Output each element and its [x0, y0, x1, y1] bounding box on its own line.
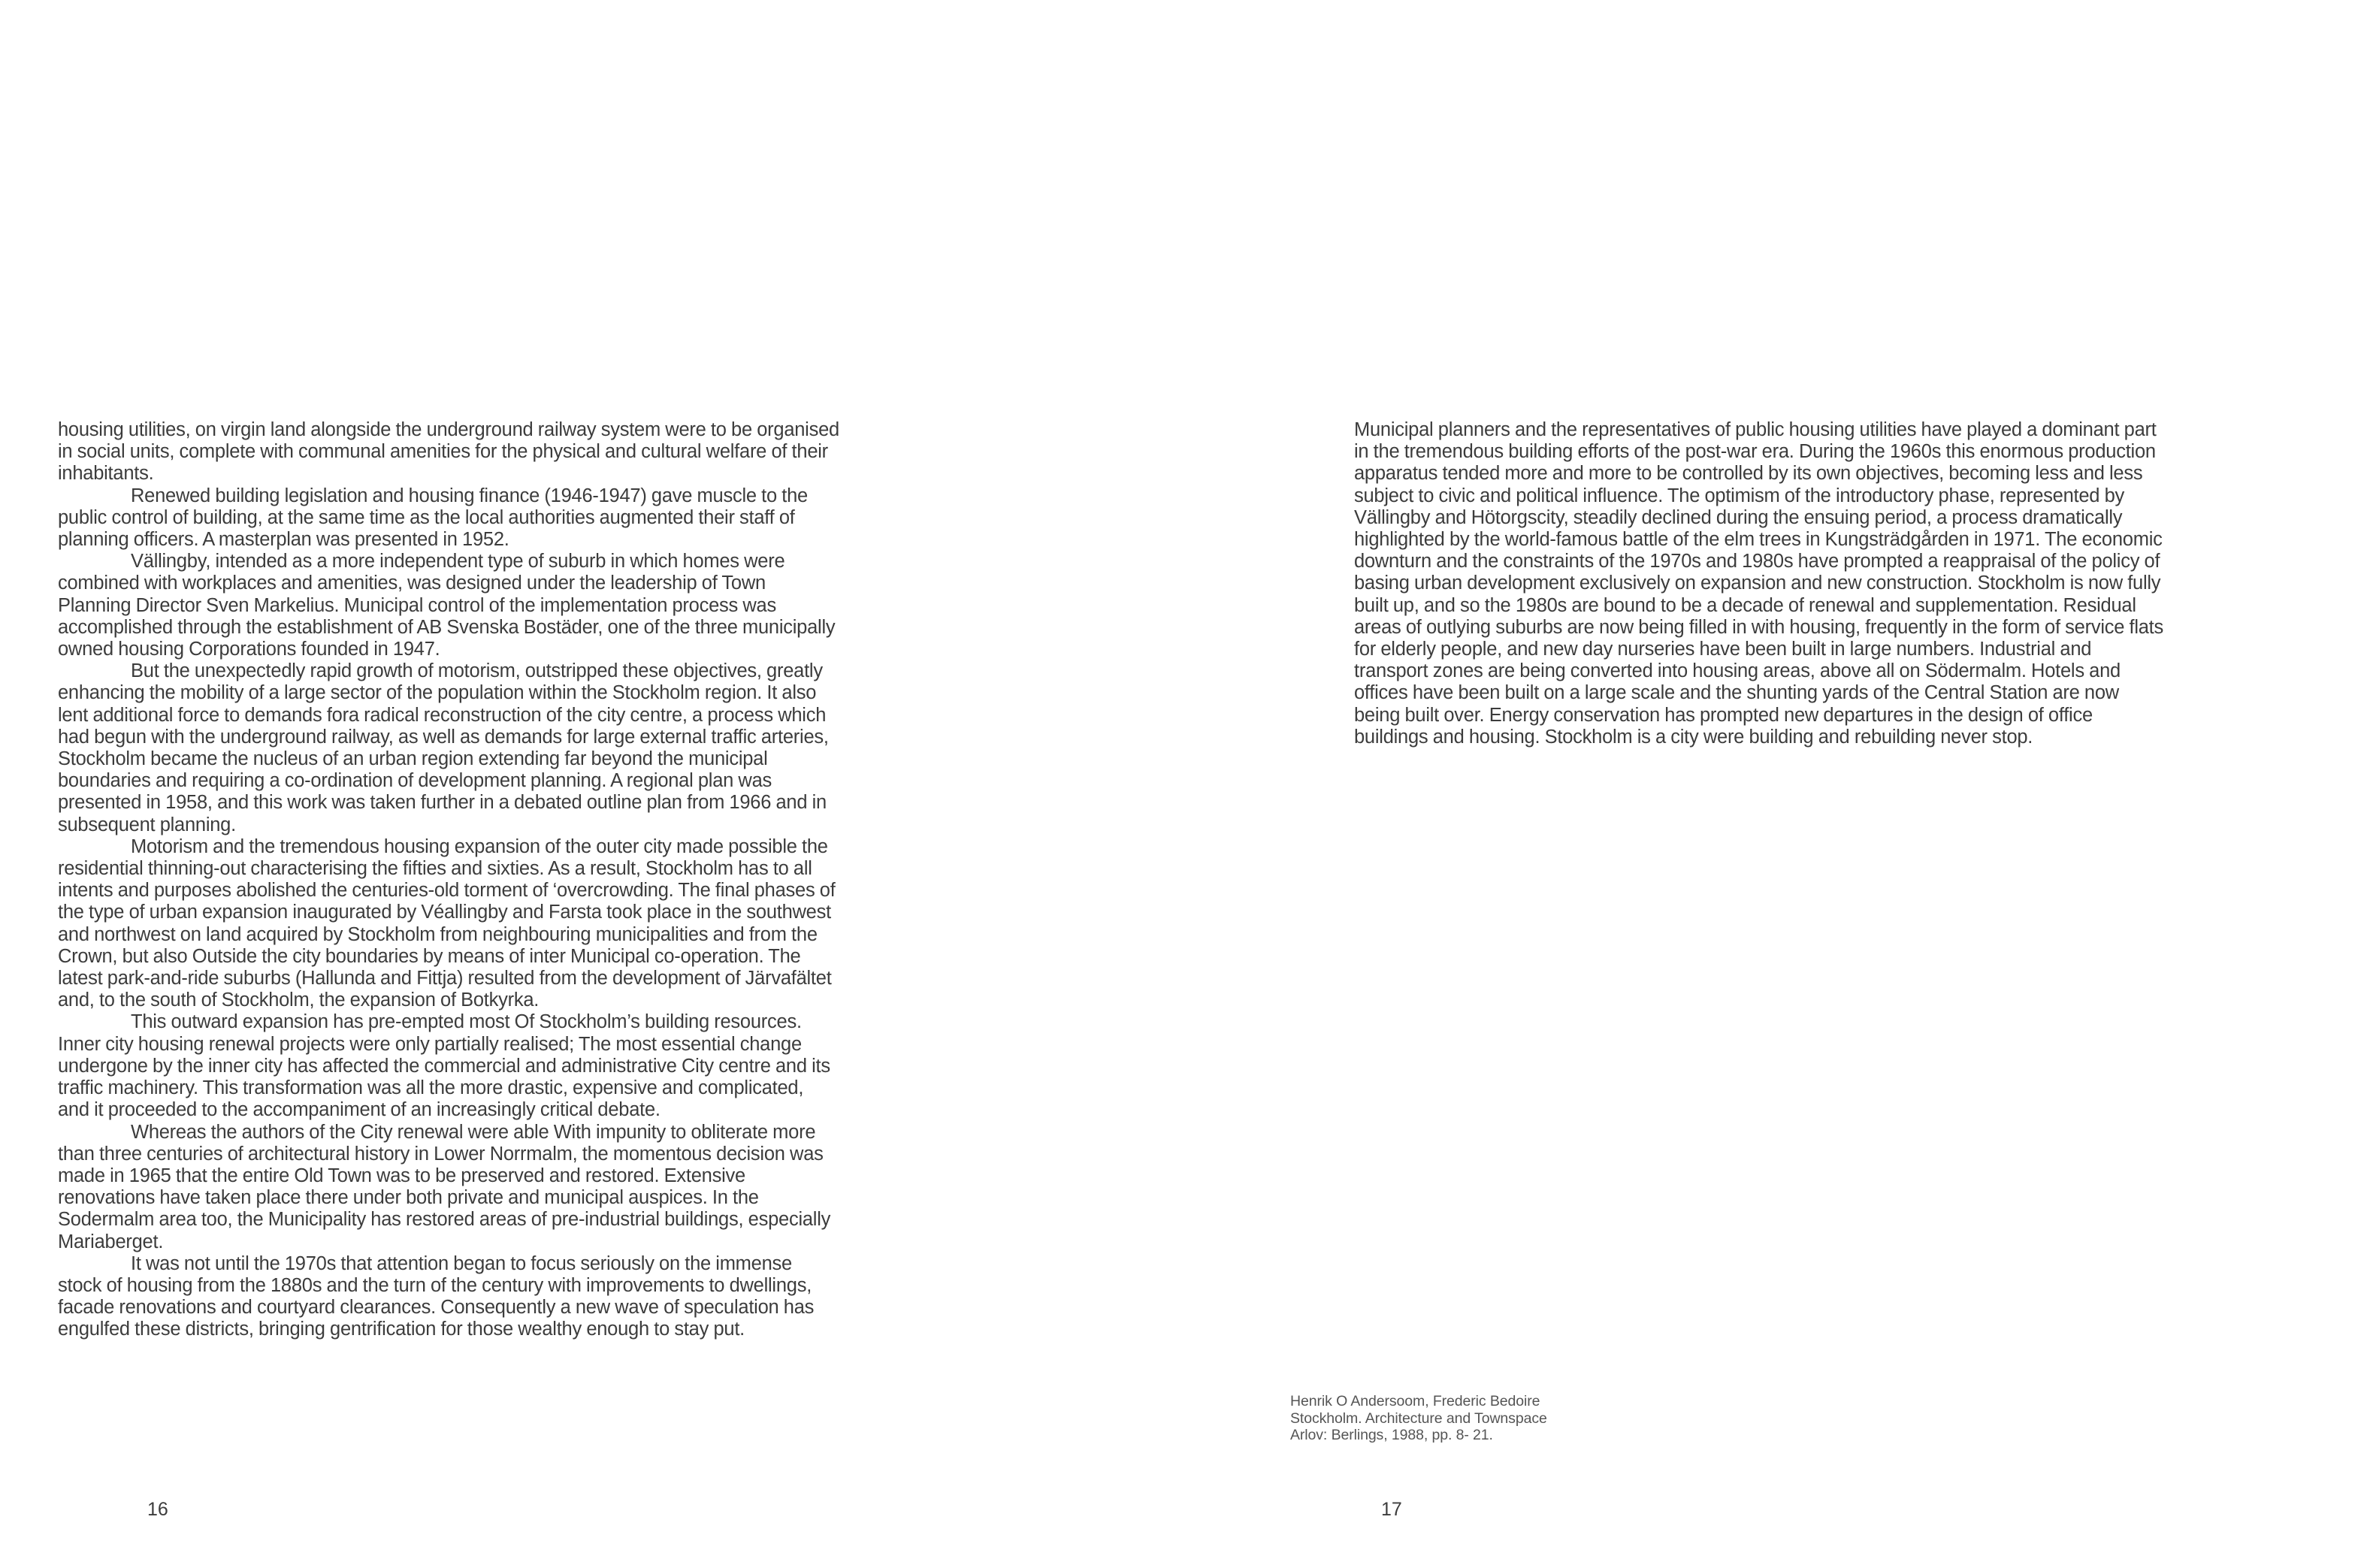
- paragraph: Motorism and the tremendous housing expansion of the outer city made possible the residential thinning-out characterising the fifties and sixties. As a result, Stockholm has to all intents and purposes abolished the centuries-old torment of ‘overcrowding. The final phases of the type of urban expansion inaugurated by Véallingby and Farsta took place in the southwest and northwest on land acquired by Stockholm from neighbouring municipalities and from the Crown, but also Outside the city boundaries by means of inter Municipal co-operation. The latest park-and-ride suburbs (Hallunda and Fittja) resulted from the development of Järvafältet and, to the south of Stockholm, the expansion of Botkyrka.: [58, 835, 836, 1011]
- citation-authors: Henrik O Andersoom, Frederic Bedoire: [1290, 1393, 1540, 1409]
- citation-publisher: Arlov: Berlings, 1988, pp. 8- 21.: [1290, 1427, 1493, 1443]
- page-number-right: 17: [1381, 1499, 1402, 1520]
- citation: [1290, 1393, 1741, 1444]
- paragraph: Renewed building legislation and housing finance (1946-1947) gave muscle to the public control of building, at the same time as the local authorities augmented their staff of planning officers. A masterplan was presented in 1952.: [58, 485, 808, 551]
- paragraph: Whereas the authors of the City renewal were able With impunity to obliterate more than three centuries of architectural history in Lower Norrmalm, the momentous decision was made in 1965 that the entire Old Town was to be preserved and restored. Extensive renovations have taken place there under both private and municipal auspices. In the Sodermalm area too, the Municipality has restored areas of pre-industrial buildings, especially Mariaberget.: [58, 1121, 831, 1252]
- paragraph: But the unexpectedly rapid growth of motorism, outstripped these objectives, greatly enhancing the mobility of a large sector of the population within the Stockholm region. It also lent additional force to demands fora radical reconstruction of the city centre, a process which had begun with the underground railway, as well as demands for large external traffic arteries, Stockholm became the nucleus of an urban region extending far beyond the municipal boundaries and requiring a co-ordination of development planning. A regional plan was presented in 1958, and this work was taken further in a debated outline plan from 1966 and in subsequent planning.: [58, 660, 829, 835]
- paragraph: This outward expansion has pre-empted most Of Stockholm’s building resources. Inner city housing renewal projects were only partially realised; The most essential change undergone by the inner city has affected the commercial and administrative City centre and its traffic machinery. This transformation was all the more drastic, expensive and complicated, and it proceeded to the accompaniment of an increasingly critical debate.: [58, 1011, 830, 1121]
- paragraph: Vällingby, intended as a more independent type of suburb in which homes were combined with workplaces and amenities, was designed under the leadership of Town Planning Director Sven Markelius. Municipal control of the implementation process was accomplished through the establishment of AB Svenska Bostäder, one of the three municipally owned housing Corporations founded in 1947.: [58, 551, 836, 660]
- paragraph: It was not until the 1970s that attention began to focus seriously on the immense stock of housing from the 1880s and the turn of the century with improvements to dwellings, facade renovations and courtyard clearances. Consequently a new wave of speculation has engulfed these districts, bringing gentrification for those wealthy enough to stay put.: [58, 1252, 815, 1340]
- page-number-left: 16: [147, 1499, 168, 1520]
- paragraph: Municipal planners and the representatives of public housing utilities have played a dominant part in the tremendous building efforts of the post-war era. During the 1960s this enormous production apparatus tended more and more to be controlled by its own objectives, becoming less and less subject to civic and political influence. The optimism of the introductory phase, represented by Vällingby and Hötorgscity, steadily declined during the ensuing period, a process dramatically highlighted by the world-famous battle of the elm trees in Kungsträdgården in 1971. The economic downturn and the constraints of the 1970s and 1980s have prompted a reappraisal of the policy of basing urban development exclusively on expansion and new construction. Stockholm is now fully built up, and so the 1980s are bound to be a decade of renewal and supplementation. Residual areas of outlying suburbs are now being filled in with housing, frequently in the form of service flats for elderly people, and new day nurseries have been built in large numbers. Industrial and transport zones are being converted into housing areas, above all on Södermalm. Hotels and offices have been built on a large scale and the shunting yards of the Central Station are now being built over. Energy conservation has prompted new departures in the design of office buildings and housing. Stockholm is a city were building and rebuilding never stop.: [1354, 419, 2164, 748]
- citation-title: Stockholm. Architecture and Townspace: [1290, 1409, 1547, 1427]
- right-text-column: [1354, 419, 2169, 748]
- paragraph: housing utilities, on virgin land alongside the underground railway system were to be organised in social units, complete with communal amenities for the physical and cultural welfare of their inhabitants.: [58, 419, 839, 485]
